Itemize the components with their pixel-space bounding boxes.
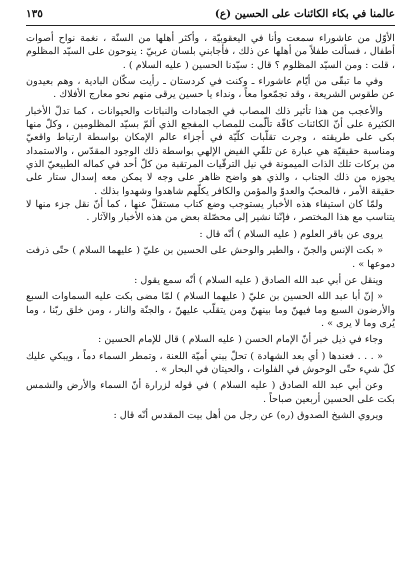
header-divider: [26, 25, 395, 26]
paragraph: وينقل عن أبي عبد الله الصادق ( عليه السلام ) أنّه سمع يقول :: [134, 274, 383, 286]
paragraph: يروى عن باقر العلوم ( عليه السلام ) أنّه قال :: [199, 228, 383, 240]
paragraph: والأعجب من هذا تأثير ذلك المصاب في الجمادات والنباتات والحيوانات ، كما تدلّ الأخبار الكثيرة على أنّ الكائنات كافّة تألّمت للمصاب المفجع الذي ألمّ بسيّد المظلومين ، وكلّ منها بكى على طريقته ، وجرت تقلّبات كلّيّة في أجزاء عالم الإمكان بواسطة ارتباط واقعيّ ومناسبة حقيقيّة هي عبارة عن تلقّي الفيض الإلهي بواسطة ذلك الوجود المقدّس ، والاستمداد من بركات تلك الذات الميمونة في نيل الترقّيات المرتقبة من كلّ أحد في كماله الطبيعيّ الذي يجوزه من ذلك الجناب ، والذي هو واضح ظاهر على وجه لا يمكن معه إسدال ستار على حقيقة الأمر ، فالمحبّ والعدوّ والمؤمن والكافر يكلّهم شاهدوا وشهدوا بذلك .: [26, 105, 395, 197]
paragraph: ويروي الشيخ الصدوق (ره) عن رجل من أهل بيت المقدس أنّه قال :: [113, 409, 383, 421]
paragraph: وفي ما تبقّى من أيّام عاشوراء ـ وكنت في كردستان ـ رأيت سكّان البادية ، وهم بعيدون عن طقوس الشريعة ، وقد تجمّعوا معاً ، ونداء يا حسين يرقى منهم نحو معارج الأفلاك .: [26, 76, 395, 101]
quote: « إنّ أبا عبد الله الحسين بن عليّ ( عليهما السلام ) لمّا مضى بكت عليه السماوات السبع والأرضون السبع وما فيهنّ وما بينهنّ ومن يتقلّب عليهنّ ، والجنّة والنار ، ومن خلق ربّنا ، وما يُرى وما لا يرى » .: [26, 291, 395, 329]
quote: « بكت الإنس والجنّ ، والطير والوحش على الحسين بن عليّ ( عليهما السلام ) حتّى ذرفت دموعها » .: [26, 245, 395, 270]
paragraph: الأوّل من عاشوراء سمعت وأنا في اليعقوبيّة ، وأكثر أهلها من السنّة ، نغمة نواح أصوات أطفال ، فسألت طفلاً من أهلها عن ذلك ، فأجابني بلسان عربيّ : ينوحون على السيّد المظلوم ، قلت : ومن السيّد المظلوم ؟ قال : سيّدنا الحسين ( عليه السلام ) .: [26, 33, 395, 71]
quote: « . . . فعندها ( أي بعد الشهادة ) تحلّ ببني أميّة اللعنة ، وتمطر السماء دماً ، ويبكي عليك كلّ شيء حتّى الوحوش في الفلوات ، والحيتان في البحار » .: [26, 350, 395, 375]
paragraph: وجاء في ذيل خبر أنّ الإمام الحسن ( عليه السلام ) قال للإمام الحسين :: [98, 334, 383, 346]
paragraph: وعن أبي عبد الله الصادق ( عليه السلام ) في قوله لزرارة أنّ السماء والأرض والشمس بكت على الحسين أربعين صباحاً .: [26, 380, 395, 405]
page-header: [26, 5, 395, 23]
running-title: عالمنا في بكاء الكائنات على الحسين (ع): [214, 8, 395, 20]
paragraph: ولمّا كان استيفاء هذه الأخبار يستوجب وضع كتاب مستقلّ عنها ، كما أنّ نقل جزء منها لا يتناسب مع هذا المختصر ، فإنّنا نشير إلى محصّلة بعض من هذه الأخبار والآثار .: [26, 199, 395, 224]
page-number: ١٣٥: [26, 8, 43, 20]
page-body: [26, 32, 395, 422]
